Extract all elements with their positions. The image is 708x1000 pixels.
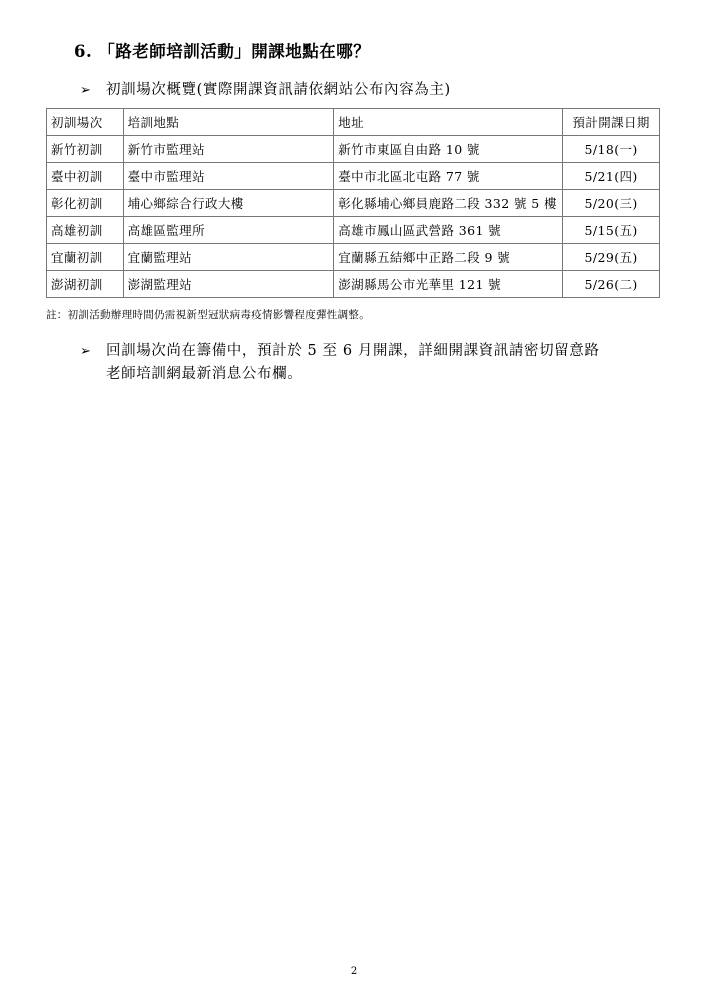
bullet-overview-text: 初訓場次概覽(實際開課資訊請依網站公布內容為主) xyxy=(106,82,451,98)
cell-address: 臺中市北區北屯路 77 號 xyxy=(334,163,563,190)
cell-address: 宜蘭縣五結鄉中正路二段 9 號 xyxy=(334,244,563,271)
cell-session: 高雄初訓 xyxy=(47,217,124,244)
cell-address: 彰化縣埔心鄉員鹿路二段 332 號 5 樓 xyxy=(334,190,563,217)
arrow-bullet-icon: ➢ xyxy=(80,83,92,98)
table-row xyxy=(47,163,660,190)
cell-date: 5/20(三) xyxy=(563,190,660,217)
cell-date: 5/26(二) xyxy=(563,271,660,298)
table-row xyxy=(47,190,660,217)
cell-address: 新竹市東區自由路 10 號 xyxy=(334,136,563,163)
cell-session: 澎湖初訓 xyxy=(47,271,124,298)
cell-session: 新竹初訓 xyxy=(47,136,124,163)
section-title: 「路老師培訓活動」開課地點在哪？ xyxy=(98,42,371,61)
cell-date: 5/15(五) xyxy=(563,217,660,244)
cell-location: 新竹市監理站 xyxy=(123,136,334,163)
arrow-bullet-icon: ➢ xyxy=(80,344,92,359)
cell-session: 宜蘭初訓 xyxy=(47,244,124,271)
bullet-refresher xyxy=(80,340,599,385)
training-sessions-table xyxy=(46,108,660,298)
bullet-refresher-line2: 老師培訓網最新消息公布欄。 xyxy=(106,366,303,382)
bullet-refresher-line1: 回訓場次尚在籌備中，預計於 5 至 6 月開課，詳細開課資訊請密切留意路 xyxy=(106,343,600,359)
cell-date: 5/18(一) xyxy=(563,136,660,163)
cell-session: 彰化初訓 xyxy=(47,190,124,217)
table-row xyxy=(47,136,660,163)
cell-location: 高雄區監理所 xyxy=(123,217,334,244)
section-heading xyxy=(74,38,370,62)
cell-location: 埔心鄉綜合行政大樓 xyxy=(123,190,334,217)
cell-date: 5/21(四) xyxy=(563,163,660,190)
table-row xyxy=(47,244,660,271)
bullet-overview xyxy=(80,78,451,99)
cell-location: 臺中市監理站 xyxy=(123,163,334,190)
header-session: 初訓場次 xyxy=(47,109,124,136)
section-number: 6. xyxy=(74,42,93,61)
cell-location: 澎湖監理站 xyxy=(123,271,334,298)
table-row xyxy=(47,271,660,298)
header-date: 預計開課日期 xyxy=(563,109,660,136)
table-row xyxy=(47,217,660,244)
table-note: 註：初訓活動辦理時間仍需視新型冠狀病毒疫情影響程度彈性調整。 xyxy=(46,309,370,321)
header-location: 培訓地點 xyxy=(123,109,334,136)
cell-address: 高雄市鳳山區武營路 361 號 xyxy=(334,217,563,244)
cell-location: 宜蘭監理站 xyxy=(123,244,334,271)
table-header-row xyxy=(47,109,660,136)
page-number: 2 xyxy=(350,966,358,977)
header-address: 地址 xyxy=(334,109,563,136)
cell-session: 臺中初訓 xyxy=(47,163,124,190)
cell-date: 5/29(五) xyxy=(563,244,660,271)
cell-address: 澎湖縣馬公市光華里 121 號 xyxy=(334,271,563,298)
